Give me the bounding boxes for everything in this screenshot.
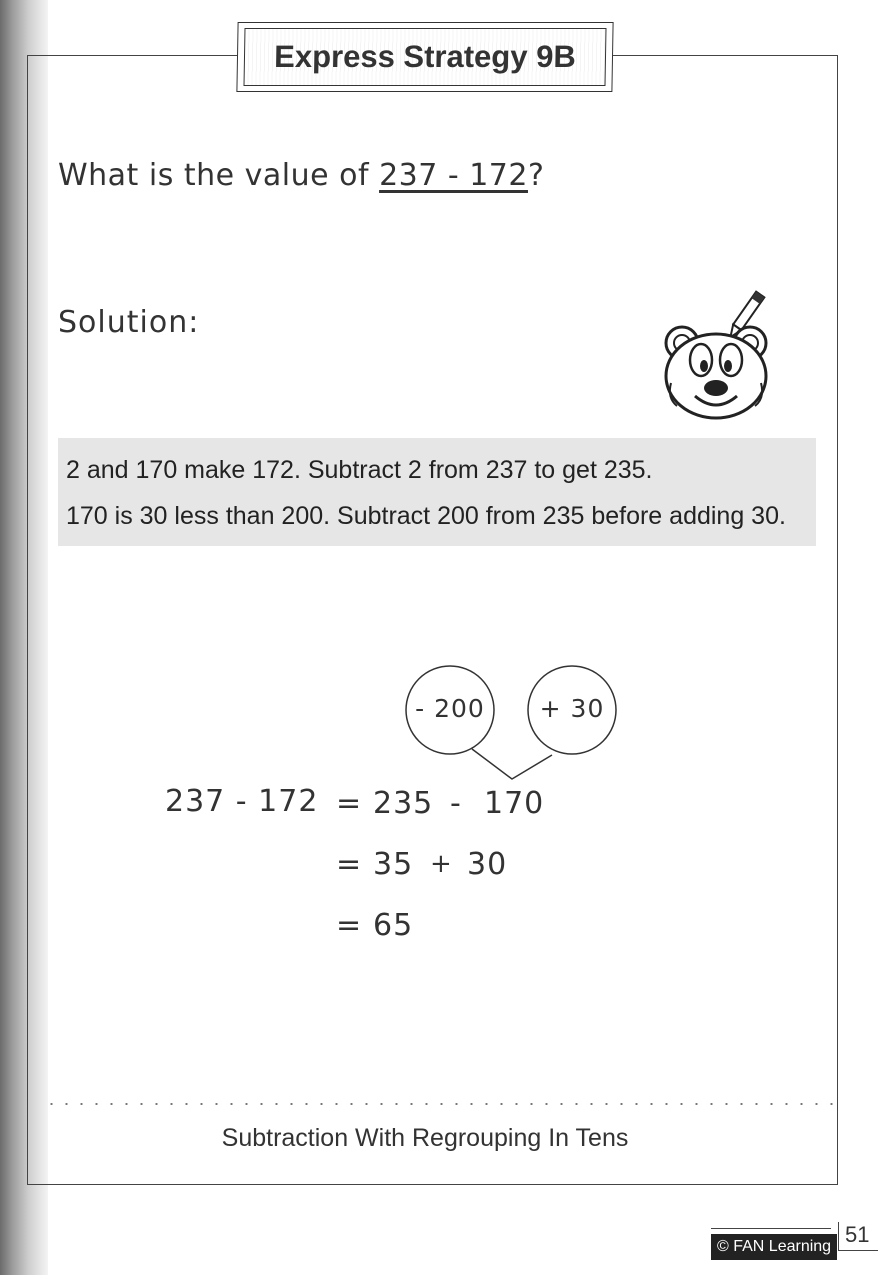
hint-line-1: 2 and 170 make 172. Subtract 2 from 237 to get 235.	[66, 456, 653, 484]
page-number: 51	[845, 1222, 870, 1247]
step1-op: -	[450, 786, 462, 821]
question	[58, 158, 544, 193]
hint-line-2: 170 is 30 less than 200. Subtract 200 from 235 before adding 30.	[66, 502, 786, 530]
publisher-rule	[711, 1228, 831, 1229]
solution-label: Solution:	[58, 305, 200, 340]
bubble-left-label: - 200	[415, 694, 485, 723]
topic-footer: Subtraction With Regrouping In Tens	[221, 1124, 629, 1152]
step2-op: +	[430, 849, 453, 879]
title-banner	[236, 22, 613, 92]
split-connector	[472, 749, 552, 779]
bear-mascot-icon	[655, 288, 775, 423]
step1-equals: =	[336, 786, 363, 821]
question-suffix: ?	[527, 158, 545, 193]
page-frame	[27, 55, 838, 1185]
dotted-divider	[44, 1103, 836, 1105]
page-number-rule	[838, 1250, 878, 1251]
step2-equals: =	[336, 847, 363, 882]
page-number-divider	[838, 1222, 839, 1250]
step1-b: 170	[484, 786, 545, 821]
hint-box	[58, 438, 816, 546]
step3-result: 65	[373, 908, 414, 943]
equation-lhs: 237 - 172	[165, 784, 319, 819]
step2-a: 35	[373, 847, 414, 882]
question-expression: 237 - 172	[379, 158, 528, 193]
step3-equals: =	[336, 908, 363, 943]
step1-a: 235	[373, 786, 434, 821]
step2-b: 30	[467, 847, 508, 882]
publisher-badge: © FAN Learning	[711, 1234, 837, 1260]
bubble-right-label: + 30	[539, 694, 605, 723]
question-prefix: What is the value of	[58, 158, 380, 193]
page-title: Express Strategy 9B	[243, 28, 606, 86]
